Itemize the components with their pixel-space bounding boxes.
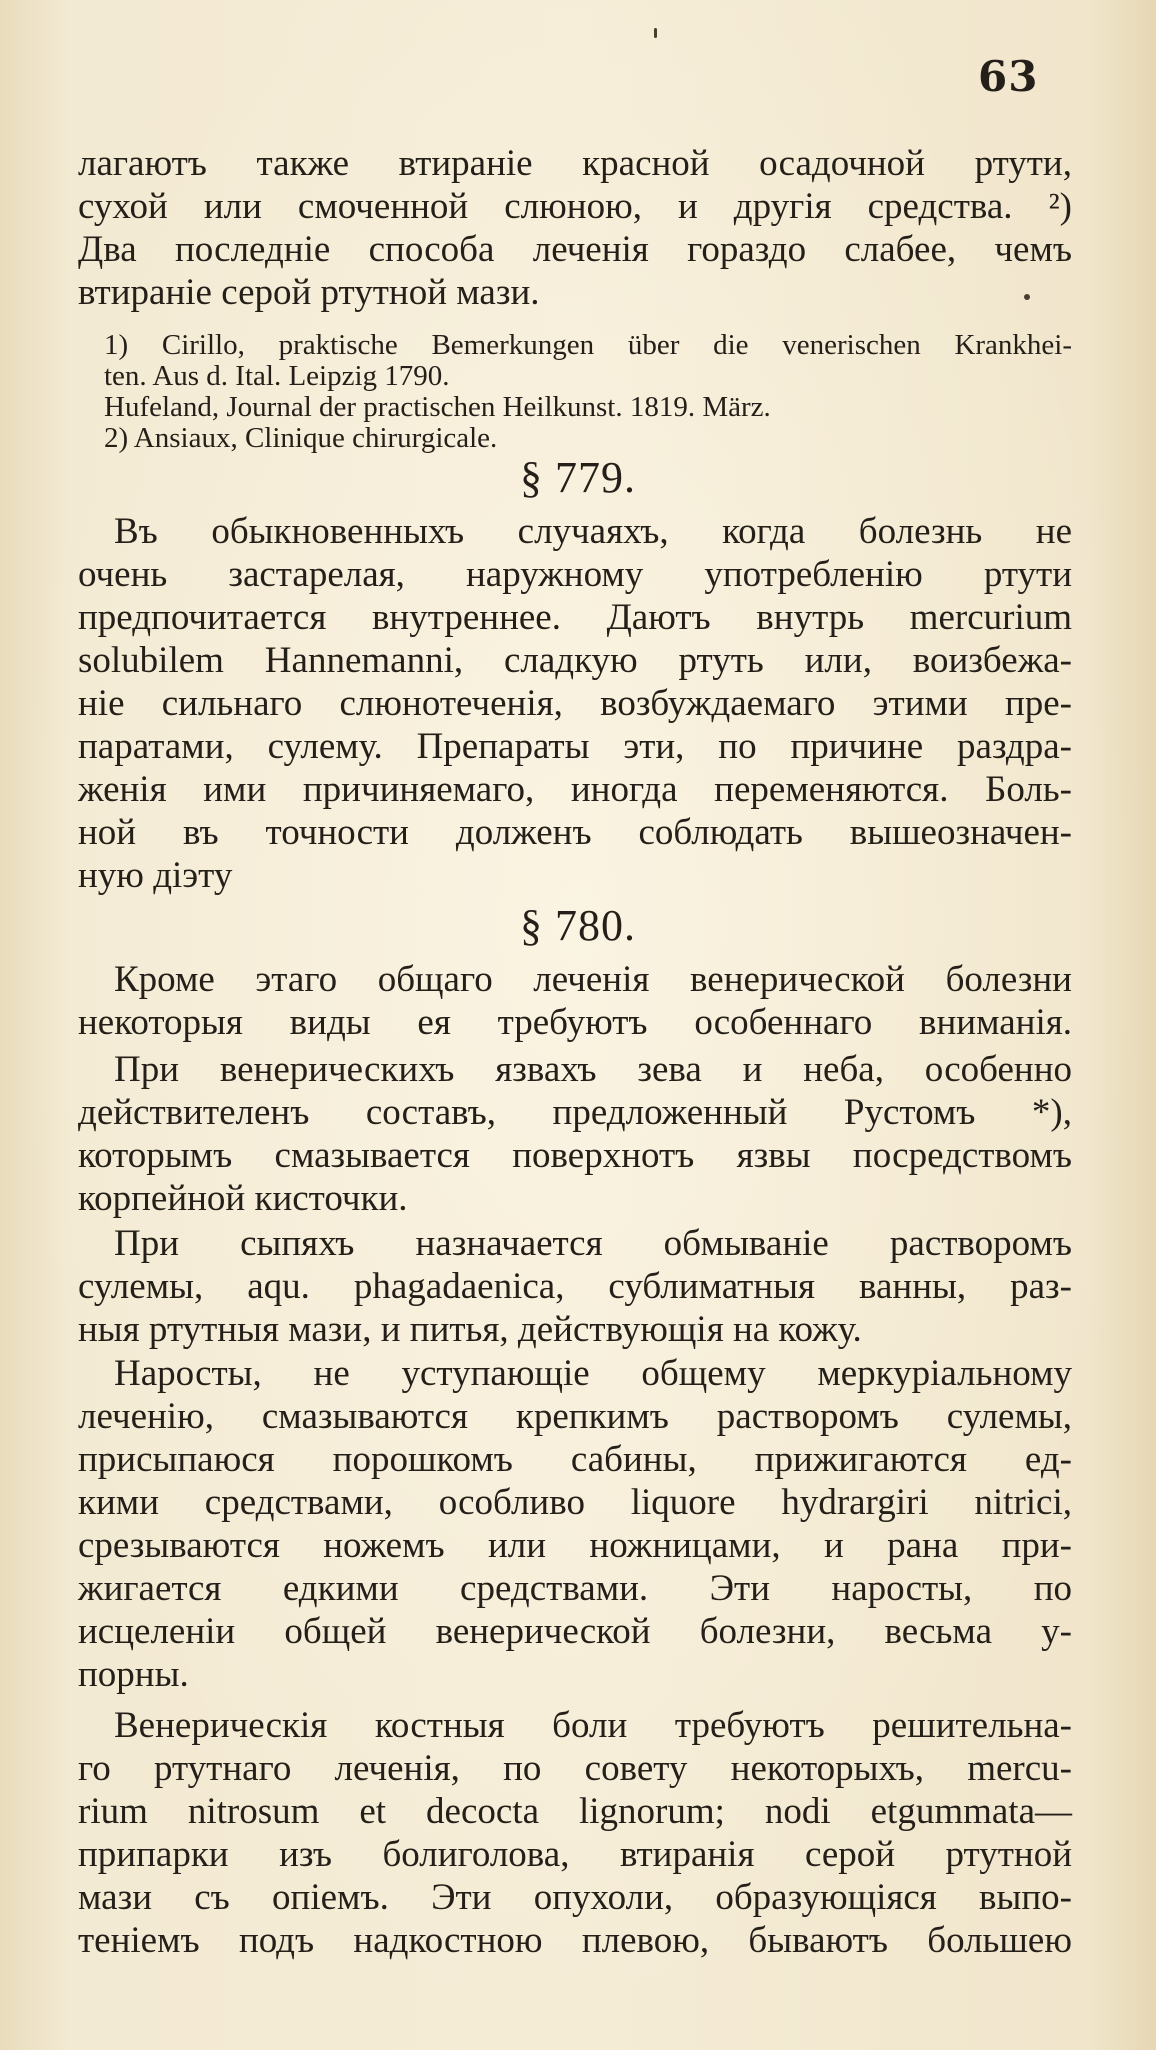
text-line: solubilem Hannemanni, сладкую ртуть или, воизбежа- [78, 640, 1072, 681]
text-line: Въ обыкновенныхъ случаяхъ, когда болезнь не [114, 511, 1072, 552]
text-line: действителенъ составъ, предложенный Рустомъ *), [78, 1092, 1072, 1133]
footnote-line: 1) Cirillo, praktische Bemerkungen über die venerischen Krankhei- [104, 329, 1072, 361]
text-line: При сыпяхъ назначается обмыванiе растворомъ [114, 1223, 1072, 1264]
text-line: лагаютъ также втиранiе красной осадочной ртути, [78, 143, 1072, 184]
text-line: которымъ смазывается поверхнотъ язвы посредствомъ [78, 1135, 1072, 1176]
text-line: корпейной кисточки. [78, 1178, 408, 1219]
text-line: некоторыя виды ея требуютъ особеннаго вниманiя. [78, 1002, 1072, 1043]
ink-speck [1024, 294, 1030, 300]
text-line: срезываются ножемъ или ножницами, и рана при- [78, 1525, 1072, 1566]
text-line: леченiю, смазываются крепкимъ растворомъ сулемы, [78, 1396, 1072, 1437]
text-line: rium nitrosum et decocta lignorum; nodi etgummata— [78, 1791, 1072, 1832]
section-heading-780: § 780. [520, 901, 636, 950]
section-780-para-4 [78, 1352, 1072, 1696]
footnote-line: Hufeland, Journal der practischen Heilkunst. 1819. März. [104, 391, 771, 423]
text-line: При венерическихъ язвахъ зева и неба, особенно [114, 1049, 1072, 1090]
page-number: 63 [978, 52, 1039, 101]
text-line: очень застарелая, наружному употребленiю ртути [78, 554, 1072, 595]
text-line: Кроме этаго общаго леченiя венерической болезни [114, 959, 1072, 1000]
section-780-para-2 [78, 1048, 1072, 1220]
paragraph-top [78, 142, 1072, 314]
footnote-line: ten. Aus d. Ital. Leipzig 1790. [104, 360, 450, 392]
text-line: нiе сильнаго слюнотеченiя, возбуждаемаго этими пре- [78, 683, 1072, 724]
text-line: го ртутнаго леченiя, по совету некоторыхъ, mercu- [78, 1748, 1072, 1789]
text-line: жигается едкими средствами. Эти наросты, по [78, 1568, 1072, 1609]
text-line: припарки изъ болиголова, втиранiя серой ртутной [78, 1834, 1072, 1875]
text-line: сухой или смоченной слюною, и другiя средства. ²) [78, 186, 1072, 227]
text-line: ныя ртутныя мази, и питья, действующiя на кожу. [78, 1309, 862, 1350]
text-line: ную дiэту [78, 855, 233, 896]
text-line: Наросты, не уступающiе общему меркурiальному [114, 1353, 1072, 1394]
section-779-body [78, 510, 1072, 897]
section-780-para-1 [78, 958, 1072, 1044]
ink-speck [654, 28, 657, 38]
section-heading-779: § 779. [520, 453, 636, 502]
text-line: мази съ опiемъ. Эти опухоли, образующiяся выпо- [78, 1877, 1072, 1918]
text-line: предпочитается внутреннее. Даютъ внутрь mercurium [78, 597, 1072, 638]
text-line: присыпаюся порошкомъ сабины, прижигаются ед- [78, 1439, 1072, 1480]
text-line: порны. [78, 1654, 189, 1695]
text-line: втиранiе серой ртутной мази. [78, 272, 540, 313]
text-line: сулемы, aqu. phagadaenica, сублиматныя ванны, раз- [78, 1266, 1072, 1307]
text-line: Венерическiя костныя боли требуютъ решительна- [114, 1705, 1072, 1746]
text-line: женiя ими причиняемаго, иногда переменяются. Боль- [78, 769, 1072, 810]
text-line: исцеленiи общей венерической болезни, весьма у- [78, 1611, 1072, 1652]
section-780-para-5 [78, 1704, 1072, 1962]
text-line: Два последнiе способа леченiя гораздо слабее, чемъ [78, 229, 1072, 270]
text-line: ной въ точности долженъ соблюдать вышеозначен- [78, 812, 1072, 853]
footnote-line: 2) Ansiaux, Clinique chirurgicale. [104, 422, 498, 454]
footnotes [104, 330, 1072, 454]
text-line: кими средствами, особливо liquore hydrargiri nitrici, [78, 1482, 1072, 1523]
text-line: паратами, сулему. Препараты эти, по причине раздра- [78, 726, 1072, 767]
text-line: тенiемъ подъ надкостною плевою, бываютъ большею [78, 1920, 1072, 1961]
section-780-para-3 [78, 1222, 1072, 1351]
